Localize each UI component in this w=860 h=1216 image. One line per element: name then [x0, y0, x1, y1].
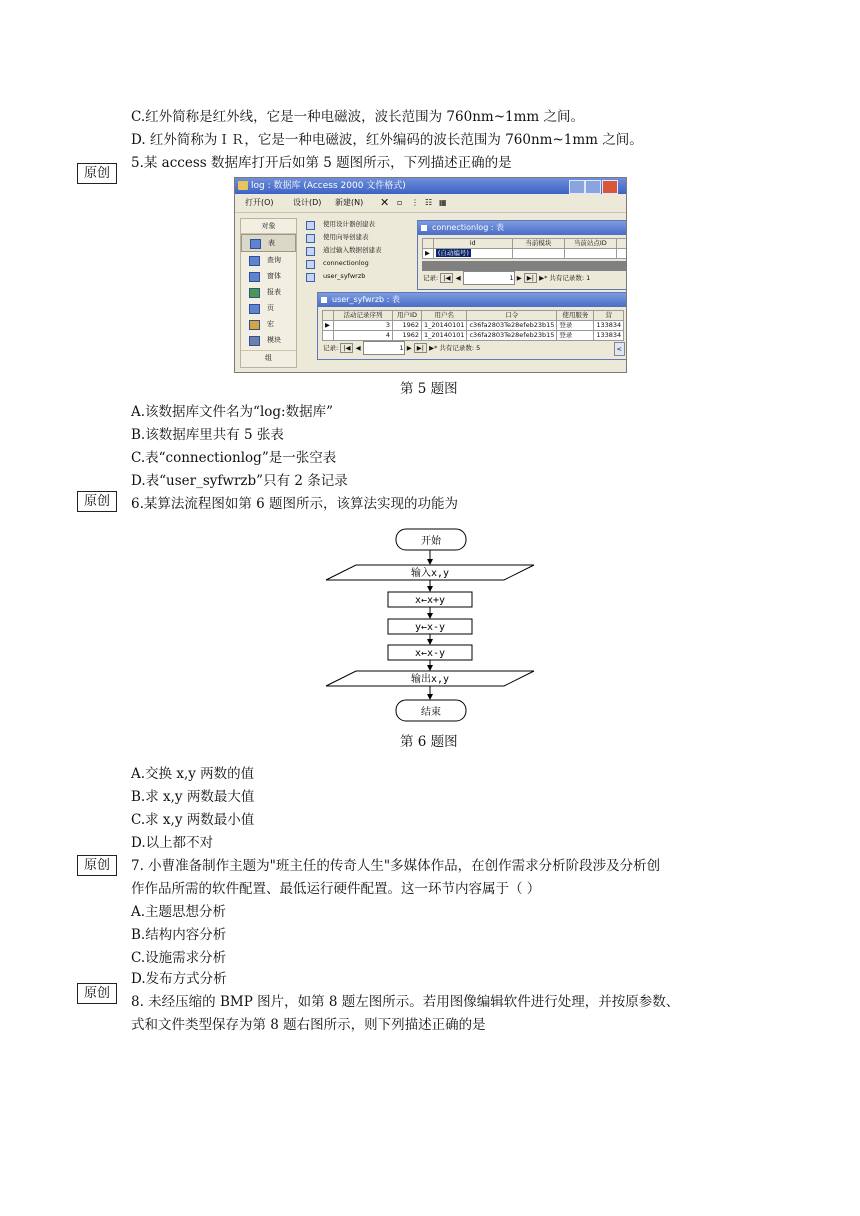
question-8-line-2: 式和文件类型保存为第 8 题右图所示，则下列描述正确的是 — [131, 1017, 486, 1033]
prev-record-button[interactable]: ◀ — [455, 274, 461, 282]
start-label: 开始 — [421, 536, 441, 547]
design-button[interactable]: 设计(D) — [293, 198, 322, 207]
last-record-button[interactable]: ▶| — [524, 273, 537, 283]
record-navigator: 记录: |◀ ◀ 1 ▶ ▶| ▶* 共有记录数: 5 < — [323, 341, 627, 353]
autonumber-cell[interactable]: (自动编号) — [433, 249, 512, 259]
column-header[interactable]: 当前站点ID — [565, 239, 616, 249]
empty-grid-area — [422, 261, 627, 271]
output-label: 输出x,y — [410, 674, 450, 685]
next-record-button[interactable]: ▶ — [516, 274, 522, 282]
wizard-icon — [306, 247, 315, 256]
column-header[interactable]: 营 — [594, 311, 624, 321]
form-icon — [249, 272, 260, 282]
close-button[interactable] — [602, 180, 618, 194]
q6-option-c: C.求 x,y 两数最小值 — [131, 812, 255, 828]
access-database-window — [234, 177, 627, 373]
list-item[interactable]: 使用向导创建表 — [303, 231, 413, 244]
q7-option-c: C.设施需求分析 — [131, 950, 227, 966]
list-item[interactable]: user_syfwrzb — [303, 270, 413, 283]
column-header[interactable]: 使用服务 — [557, 311, 594, 321]
connectionlog-titlebar: connectionlog : 表 — [418, 221, 627, 235]
figure-6-caption: 第 6 题图 — [400, 734, 458, 750]
macro-icon — [249, 320, 260, 330]
user-syfwrzb-titlebar: user_syfwrzb : 表 — [318, 293, 627, 307]
q6-option-a: A.交换 x,y 两数的值 — [131, 766, 255, 782]
q6-option-b: B.求 x,y 两数最大值 — [131, 789, 255, 805]
connectionlog-table-window — [417, 220, 627, 290]
window-title: log : 数据库 (Access 2000 文件格式) — [251, 181, 406, 191]
list-item[interactable]: connectionlog — [303, 257, 413, 270]
record-navigator: 记录: |◀ ◀ 1 ▶ ▶| ▶* 共有记录数: 1 — [423, 271, 627, 283]
new-record-button[interactable]: ▶* — [539, 274, 548, 282]
q5-option-c: C.表“connectionlog”是一张空表 — [131, 450, 337, 466]
column-header[interactable]: 活动记录序列 — [334, 311, 393, 321]
small-icons-icon[interactable]: ⋮ — [411, 198, 419, 207]
wizard-icon — [306, 234, 315, 243]
column-header[interactable]: 用户ID — [393, 311, 422, 321]
query-icon — [249, 256, 260, 266]
new-record-button[interactable]: ▶* — [429, 344, 438, 352]
question-7-line-1: 7. 小曹准备制作主题为"班主任的传奇人生"多媒体作品，在创作需求分析阶段涉及分析创 — [131, 858, 661, 874]
q7-option-a: A.主题思想分析 — [131, 904, 227, 920]
step3-label: x←x-y — [414, 648, 446, 659]
original-tag: 原创 — [77, 983, 117, 1004]
table-row[interactable]: 4 1962 1_20140101 c36fa2803Te28efeb23b15 登录 133834 — [323, 331, 624, 341]
q7-option-b: B.结构内容分析 — [131, 927, 227, 943]
report-icon — [249, 288, 260, 298]
question-7-line-2: 作作品所需的软件配置、最低运行硬件配置。这一环节内容属于（ ） — [131, 881, 541, 897]
step1-label: x←x+y — [414, 595, 446, 606]
table-icon — [421, 225, 427, 231]
question-6: 6.某算法流程图如第 6 题图所示，该算法实现的功能为 — [131, 496, 459, 512]
maximize-button[interactable] — [585, 180, 601, 194]
record-selector[interactable]: ▶ — [423, 249, 434, 259]
open-button[interactable]: 打开(O) — [245, 198, 274, 207]
object-modules[interactable]: 模块 — [241, 332, 296, 348]
q5-option-d: D.表“user_syfwrzb”只有 2 条记录 — [131, 473, 348, 489]
figure-5-caption: 第 5 题图 — [400, 381, 458, 397]
database-icon — [238, 181, 248, 190]
connectionlog-grid — [422, 238, 627, 259]
record-count: 共有记录数: 1 — [549, 274, 591, 282]
table-list — [303, 218, 413, 283]
objects-header: 对象 — [241, 219, 296, 234]
algorithm-flowchart — [320, 528, 540, 728]
object-tables[interactable]: 表 — [241, 234, 296, 252]
q7-option-d: D.发布方式分析 — [131, 971, 227, 987]
minimize-button[interactable] — [569, 180, 585, 194]
q6-option-d: D.以上都不对 — [131, 835, 214, 851]
q5-option-b: B.该数据库里共有 5 张表 — [131, 427, 284, 443]
record-selector[interactable]: ▶ — [323, 321, 334, 331]
column-header[interactable]: 当前模块 — [512, 239, 565, 249]
question-8-line-1: 8. 未经压缩的 BMP 图片，如第 8 题左图所示。若用图像编辑软件进行处理，并按原参数、 — [131, 994, 680, 1010]
delete-icon[interactable]: ✕ — [380, 196, 390, 209]
list-item[interactable]: 使用设计器创建表 — [303, 218, 413, 231]
original-tag: 原创 — [77, 163, 117, 184]
list-item[interactable]: 通过输入数据创建表 — [303, 244, 413, 257]
scroll-left-icon[interactable]: < — [614, 342, 625, 356]
column-header[interactable]: 口令 — [467, 311, 557, 321]
original-tag: 原创 — [77, 855, 117, 876]
user-syfwrzb-grid — [322, 310, 624, 341]
objects-pane — [240, 218, 297, 368]
table-icon — [250, 239, 261, 249]
q5-option-a: A.该数据库文件名为“log:数据库” — [131, 404, 333, 420]
window-titlebar — [235, 178, 626, 194]
column-header[interactable] — [616, 239, 626, 249]
option-c-infrared: C.红外简称是红外线，它是一种电磁波，波长范围为 760nm~1mm 之间。 — [131, 109, 584, 125]
input-label: 输入x,y — [410, 568, 450, 579]
user-syfwrzb-table-window — [317, 292, 627, 360]
original-tag: 原创 — [77, 491, 117, 512]
new-button[interactable]: 新建(N) — [335, 198, 364, 207]
first-record-button[interactable]: |◀ — [440, 273, 453, 283]
objects-group-header: 组 — [241, 350, 296, 365]
details-icon[interactable]: ▦ — [439, 198, 447, 207]
wizard-icon — [306, 221, 315, 230]
record-number-field[interactable]: 1 — [363, 341, 405, 355]
table-icon — [306, 260, 315, 269]
table-row[interactable]: ▶ 3 1962 1_20140101 c36fa2803Te28efeb23b15 登录 133834 — [323, 321, 624, 331]
last-record-button[interactable]: ▶| — [414, 343, 427, 353]
table-icon — [306, 273, 315, 282]
step2-label: y←x-y — [414, 622, 446, 633]
object-macros[interactable]: 宏 — [241, 316, 296, 332]
option-d-infrared: D. 红外简称为ＩＲ，它是一种电磁波，红外编码的波长范围为 760nm~1mm 之间。 — [131, 132, 643, 148]
list-icon[interactable]: ☷ — [425, 198, 433, 207]
object-forms[interactable]: 窗体 — [241, 268, 296, 284]
end-label: 结束 — [421, 707, 441, 718]
prev-record-button[interactable]: ◀ — [355, 344, 361, 352]
database-toolbar — [235, 194, 626, 213]
record-count: 共有记录数: 5 — [439, 344, 481, 352]
module-icon — [249, 336, 260, 346]
question-5: 5.某 access 数据库打开后如第 5 题图所示，下列描述正确的是 — [131, 155, 512, 171]
first-record-button[interactable]: |◀ — [340, 343, 353, 353]
next-record-button[interactable]: ▶ — [406, 344, 412, 352]
object-queries[interactable]: 查询 — [241, 252, 296, 268]
column-header[interactable]: id — [433, 239, 512, 249]
table-icon — [321, 297, 327, 303]
page-icon — [249, 304, 260, 314]
object-pages[interactable]: 页 — [241, 300, 296, 316]
object-reports[interactable]: 报表 — [241, 284, 296, 300]
large-icons-icon[interactable]: ▫ — [397, 198, 403, 207]
column-header[interactable]: 用户名 — [422, 311, 467, 321]
record-number-field[interactable]: 1 — [463, 271, 515, 285]
